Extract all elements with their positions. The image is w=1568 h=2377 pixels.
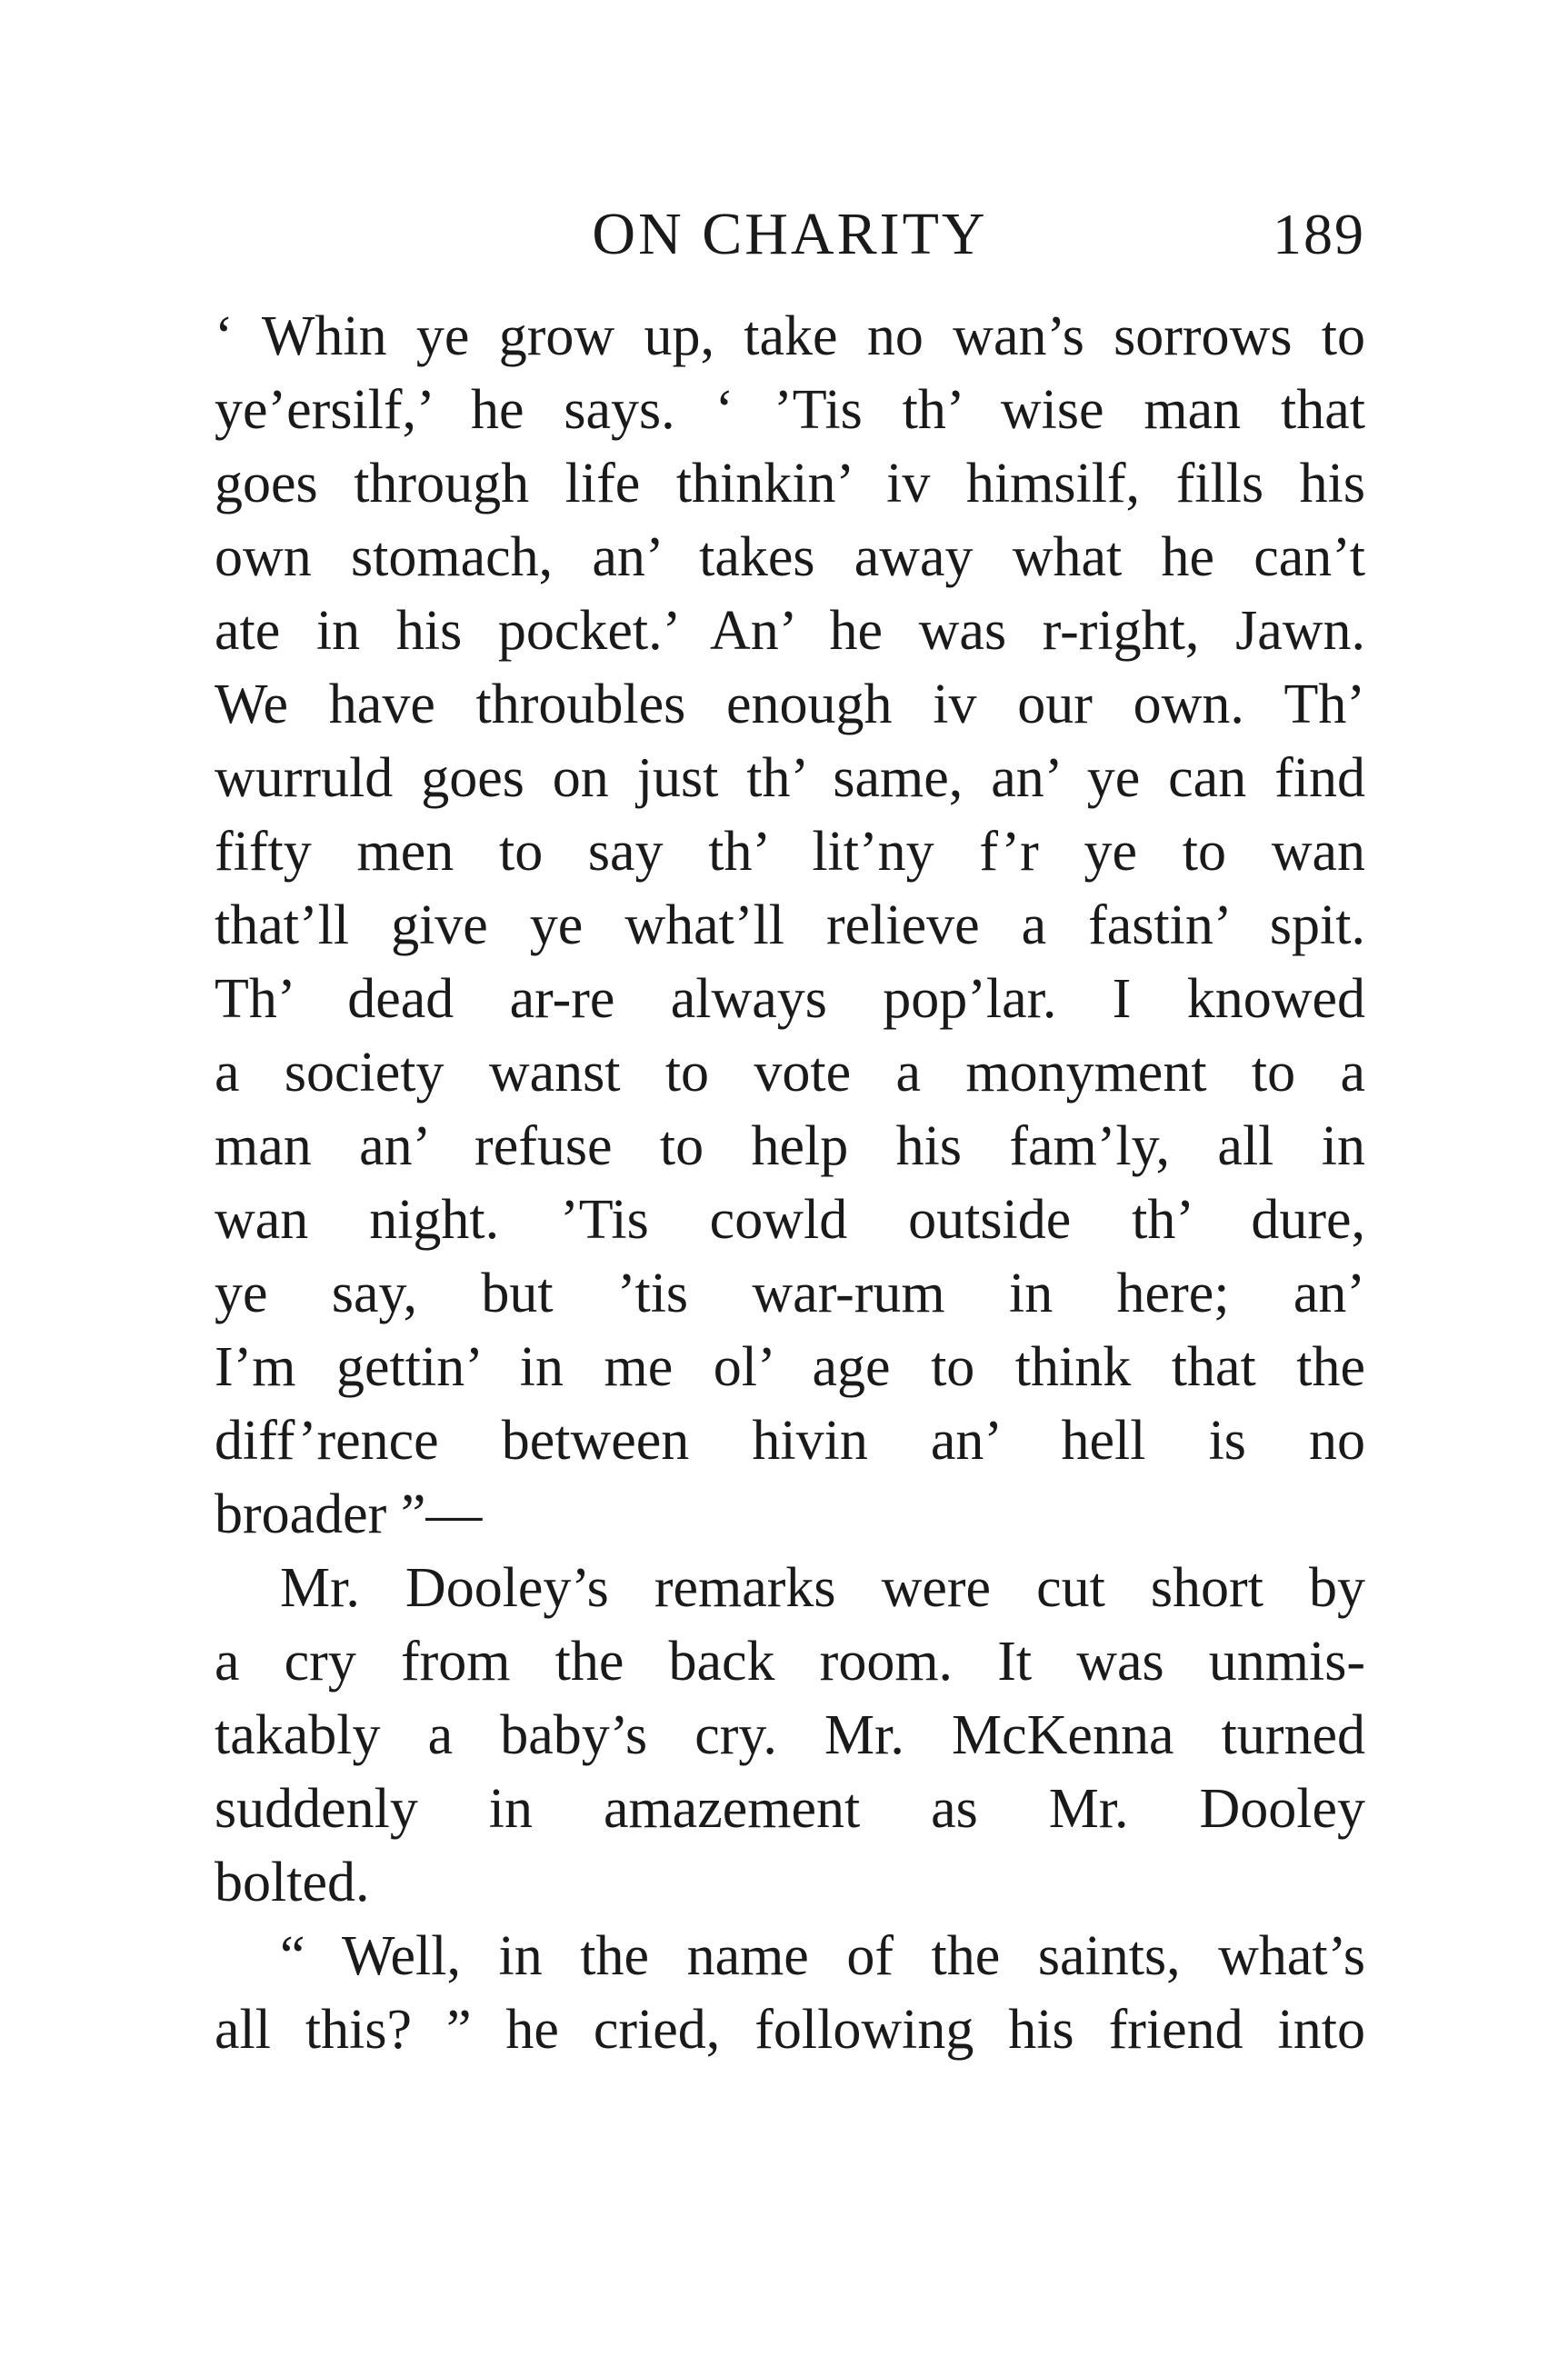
paragraph-first-line: “ Well, in the name of the saints, what’s [280,1925,1365,1987]
text-line: wurruld goes on just th’ same, an’ ye can find [215,747,1365,809]
text-line: fifty men to say th’ lit’ny f’r ye to wan [215,821,1365,883]
text-line: man an’ refuse to help his fam’ly, all in [215,1115,1365,1177]
text-line: bolted. [215,1852,370,1913]
text-line: own stomach, an’ takes away what he can’t [215,526,1365,588]
text-line: goes through life thinkin’ iv himsilf, fills his [215,453,1365,514]
text-line: Th’ dead ar-re always pop’lar. I knowed [215,968,1365,1030]
text-line: that’ll give ye what’ll relieve a fastin’ spit. [215,894,1365,956]
text-line: ye’ersilf,’ he says. ‘ ’Tis th’ wise man that [215,379,1365,441]
text-line: a cry from the back room. It was unmis- [215,1631,1365,1693]
text-line: ye say, but ’tis war-rum in here; an’ [215,1263,1365,1324]
text-line: wan night. ’Tis cowld outside th’ dure, [215,1189,1365,1251]
paragraph-first-line: Mr. Dooley’s remarks were cut short by [280,1557,1365,1619]
text-line: diff’rence between hivin an’ hell is no [215,1410,1365,1472]
text-line: I’m gettin’ in me ol’ age to think that the [215,1336,1365,1398]
text-line: ‘ Whin ye grow up, take no wan’s sorrows to [215,305,1365,367]
text-line: takably a baby’s cry. Mr. McKenna turned [215,1704,1365,1766]
page-number: 189 [1273,202,1365,266]
text-line: We have throubles enough iv our own. Th’ [215,674,1365,735]
running-head [215,198,1365,271]
running-title: ON CHARITY [592,201,988,267]
text-line: ate in his pocket.’ An’ he was r-right, Jawn. [215,600,1365,662]
text-line: broader ”— [215,1483,483,1545]
text-line: suddenly in amazement as Mr. Dooley [215,1778,1365,1840]
text-line: a society wanst to vote a monyment to a [215,1042,1365,1104]
body-text [215,300,1365,2067]
text-line: all this? ” he cried, following his friend into [215,1999,1365,2061]
